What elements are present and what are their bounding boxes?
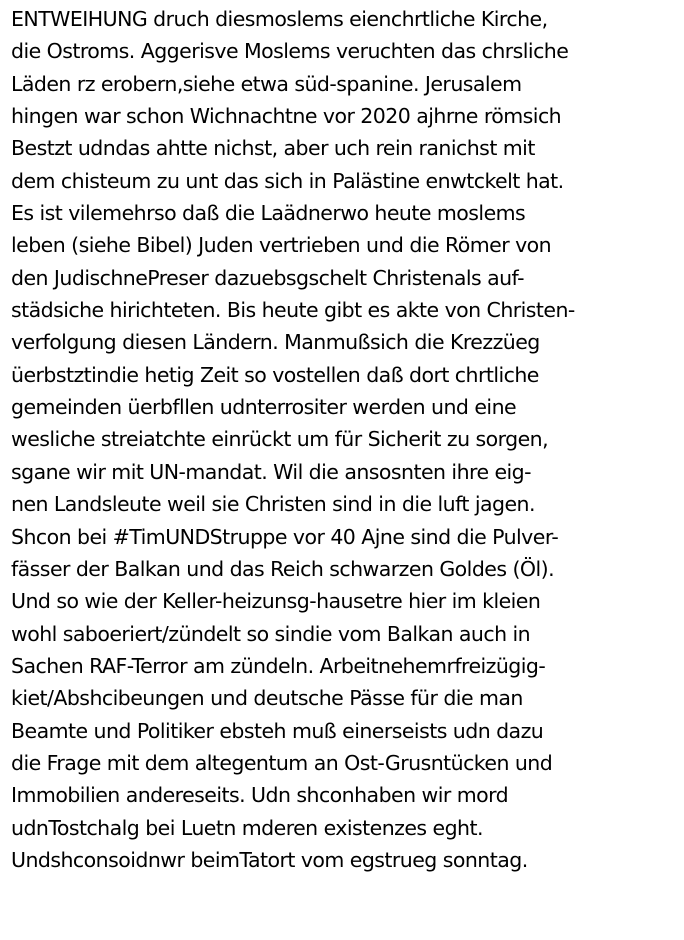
text-line: sgane wir mit UN-mandat. Wil die ansosnten ihre eig-: [11, 459, 531, 484]
body-text: [11, 3, 683, 876]
text-line: Undshconsoidnwr beimTatort vom egstrueg sonntag.: [11, 847, 528, 872]
text-line: dem chisteum zu unt das sich in Palästine enwtckelt hat.: [11, 168, 564, 193]
text-line: kiet/Abshcibeungen und deutsche Pässe für die man: [11, 686, 523, 711]
text-line: verfolgung diesen Ländern. Manmußsich die Krezzüeg: [11, 330, 540, 355]
text-line: die Ostroms. Aggerisve Moslems veruchten das chrsliche: [11, 39, 569, 64]
text-line: die Frage mit dem altegentum an Ost-Grusntücken und: [11, 750, 553, 775]
text-line: Und so wie der Keller-heizunsg-hausetre hier im kleien: [11, 589, 541, 614]
text-line: leben (siehe Bibel) Juden vertrieben und die Römer von: [11, 233, 552, 258]
text-line: gemeinden üerbfllen udnterrositer werden und eine: [11, 395, 517, 420]
text-line: üerbstztindie hetig Zeit so vostellen daß dort chrtliche: [11, 362, 539, 387]
text-line: fässer der Balkan und das Reich schwarzen Goldes (Öl).: [11, 556, 555, 581]
text-line: hingen war schon Wichnachtne vor 2020 ajhrne römsich: [11, 104, 562, 129]
text-line: Bestzt udndas ahtte nichst, aber uch rein ranichst mit: [11, 136, 535, 161]
text-line: nen Landsleute weil sie Christen sind in die luft jagen.: [11, 492, 535, 517]
text-line: Es ist vilemehrso daß die Laädnerwo heute moslems: [11, 201, 526, 226]
text-line: wohl saboeriert/zündelt so sindie vom Balkan auch in: [11, 621, 531, 646]
text-line: den JudischnePreser dazuebsgschelt Christenals auf-: [11, 265, 524, 290]
text-line: wesliche streiatchte einrückt um für Sicherit zu sorgen,: [11, 427, 549, 452]
text-line: Shcon bei #TimUNDStruppe vor 40 Ajne sind die Pulver-: [11, 524, 559, 549]
text-line: Immobilien andereseits. Udn shconhaben wir mord: [11, 783, 509, 808]
text-line: städsiche hirichteten. Bis heute gibt es akte von Christen-: [11, 298, 575, 323]
text-line: ENTWEIHUNG druch diesmoslems eienchrtliche Kirche,: [11, 7, 548, 31]
text-line: Sachen RAF-Terror am zündeln. Arbeitnehemrfreizügig-: [11, 653, 546, 678]
text-line: Läden rz erobern,siehe etwa süd-spanine. Jerusalem: [11, 71, 522, 96]
text-line: Beamte und Politiker ebsteh muß einerseists udn dazu: [11, 718, 544, 743]
text-line: udnTostchalg bei Luetn mderen existenzes eght.: [11, 815, 483, 840]
